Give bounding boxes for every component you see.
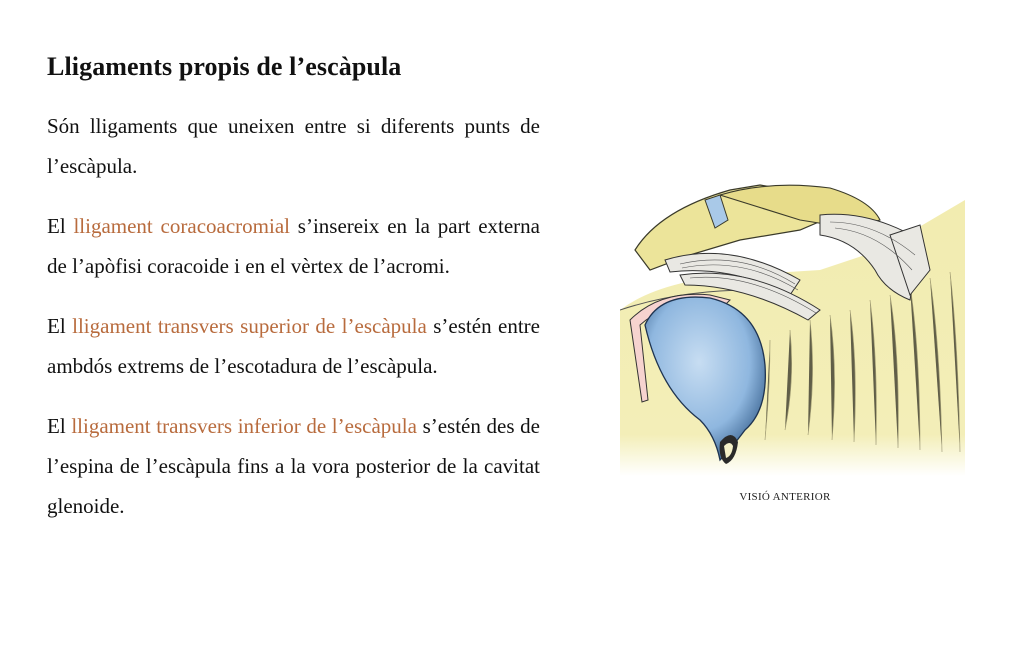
intro-paragraph: Són lligaments que uneixen entre si diferents punts de l’escàpula. xyxy=(47,114,540,178)
page-title: Lligaments propis de l’escàpula xyxy=(47,52,402,81)
paragraph-text: s’insereix en la part externa de l’apòfisi coracoide i en el vèrtex de l’acromi. xyxy=(47,214,540,278)
term-transvers-superior[interactable]: lligament transvers superior de l’escàpula xyxy=(72,314,427,338)
term-coracoacromial[interactable]: lligament coracoacromial xyxy=(73,214,290,238)
paragraph-transvers-superior xyxy=(47,306,540,386)
paragraph-lead: El xyxy=(47,414,72,438)
paragraph-coracoacromial xyxy=(47,206,540,286)
term-transvers-inferior[interactable]: lligament transvers inferior de l’escàpula xyxy=(71,414,417,438)
paragraph-transvers-inferior xyxy=(47,406,540,526)
scapula-drawing xyxy=(620,180,965,476)
figure-caption: VISIÓ ANTERIOR xyxy=(739,491,831,503)
text-column xyxy=(47,52,540,546)
paragraph-lead: El xyxy=(47,314,73,338)
scapula-illustration xyxy=(620,180,965,476)
paragraph-lead: El xyxy=(47,214,74,238)
paragraph-text: s’estén entre ambdós extrems de l’escotadura de l’escàpula. xyxy=(47,314,540,378)
paragraph-text: s’estén des de l’espina de l’escàpula fins a la vora posterior de la cavitat glenoide. xyxy=(47,414,540,518)
